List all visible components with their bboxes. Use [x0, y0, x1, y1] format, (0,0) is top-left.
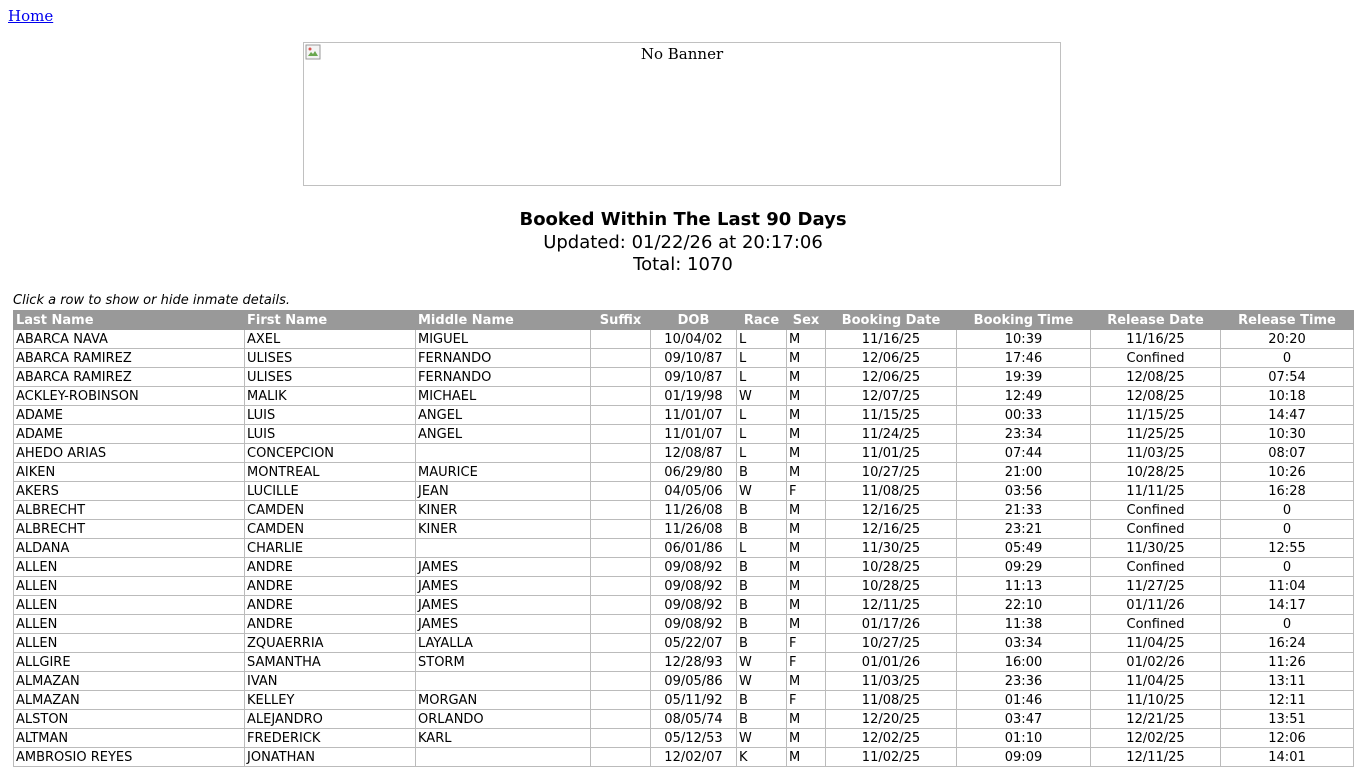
- cell-last-name: ALDANA: [14, 539, 245, 558]
- cell-suffix: [591, 482, 651, 501]
- cell-last-name: AHEDO ARIAS: [14, 444, 245, 463]
- cell-release-date: 11/25/25: [1091, 425, 1221, 444]
- cell-middle-name: ORLANDO: [416, 710, 591, 729]
- cell-booking-time: 09:09: [957, 748, 1091, 767]
- cell-middle-name: [416, 672, 591, 691]
- cell-race: W: [737, 729, 787, 748]
- cell-dob: 11/26/08: [651, 520, 737, 539]
- column-header-booking-time: Booking Time: [957, 311, 1091, 330]
- cell-suffix: [591, 520, 651, 539]
- cell-race: L: [737, 406, 787, 425]
- cell-release-time: 16:24: [1221, 634, 1354, 653]
- instruction-text: Click a row to show or hide inmate details.: [13, 293, 290, 308]
- cell-last-name: ALLEN: [14, 634, 245, 653]
- table-row[interactable]: [14, 634, 1354, 653]
- cell-last-name: ABARCA NAVA: [14, 330, 245, 349]
- cell-sex: M: [787, 368, 826, 387]
- cell-first-name: ULISES: [245, 368, 416, 387]
- cell-suffix: [591, 463, 651, 482]
- cell-last-name: ADAME: [14, 425, 245, 444]
- table-row[interactable]: [14, 710, 1354, 729]
- table-row[interactable]: [14, 406, 1354, 425]
- cell-booking-date: 10/28/25: [826, 558, 957, 577]
- cell-race: B: [737, 634, 787, 653]
- cell-release-time: 13:51: [1221, 710, 1354, 729]
- cell-suffix: [591, 425, 651, 444]
- cell-dob: 05/12/53: [651, 729, 737, 748]
- column-header-middle-name: Middle Name: [416, 311, 591, 330]
- cell-booking-time: 19:39: [957, 368, 1091, 387]
- cell-booking-time: 09:29: [957, 558, 1091, 577]
- cell-booking-date: 12/20/25: [826, 710, 957, 729]
- cell-dob: 11/26/08: [651, 501, 737, 520]
- cell-sex: M: [787, 444, 826, 463]
- cell-booking-date: 11/15/25: [826, 406, 957, 425]
- table-row[interactable]: [14, 539, 1354, 558]
- cell-race: W: [737, 653, 787, 672]
- cell-first-name: IVAN: [245, 672, 416, 691]
- cell-release-time: 14:47: [1221, 406, 1354, 425]
- home-link[interactable]: Home: [8, 7, 54, 25]
- table-row[interactable]: [14, 482, 1354, 501]
- cell-booking-date: 12/06/25: [826, 349, 957, 368]
- cell-release-date: 11/11/25: [1091, 482, 1221, 501]
- cell-suffix: [591, 672, 651, 691]
- table-row[interactable]: [14, 691, 1354, 710]
- cell-sex: F: [787, 634, 826, 653]
- table-header-row: [14, 311, 1354, 330]
- cell-booking-date: 11/16/25: [826, 330, 957, 349]
- cell-race: L: [737, 539, 787, 558]
- table-row[interactable]: [14, 349, 1354, 368]
- cell-last-name: ALBRECHT: [14, 501, 245, 520]
- cell-suffix: [591, 634, 651, 653]
- cell-booking-time: 07:44: [957, 444, 1091, 463]
- cell-release-time: 12:06: [1221, 729, 1354, 748]
- column-header-dob: DOB: [651, 311, 737, 330]
- cell-middle-name: JAMES: [416, 596, 591, 615]
- cell-dob: 09/05/86: [651, 672, 737, 691]
- cell-booking-date: 11/30/25: [826, 539, 957, 558]
- table-row[interactable]: [14, 387, 1354, 406]
- cell-booking-time: 12:49: [957, 387, 1091, 406]
- table-row[interactable]: [14, 444, 1354, 463]
- cell-first-name: ANDRE: [245, 558, 416, 577]
- cell-middle-name: JAMES: [416, 558, 591, 577]
- cell-release-date: 12/11/25: [1091, 748, 1221, 767]
- cell-sex: M: [787, 558, 826, 577]
- cell-race: L: [737, 368, 787, 387]
- cell-middle-name: JEAN: [416, 482, 591, 501]
- cell-suffix: [591, 330, 651, 349]
- cell-booking-date: 10/27/25: [826, 634, 957, 653]
- cell-dob: 11/01/07: [651, 425, 737, 444]
- cell-release-time: 20:20: [1221, 330, 1354, 349]
- cell-booking-date: 12/11/25: [826, 596, 957, 615]
- cell-dob: 09/08/92: [651, 558, 737, 577]
- cell-middle-name: [416, 444, 591, 463]
- cell-release-date: Confined: [1091, 349, 1221, 368]
- table-row[interactable]: [14, 463, 1354, 482]
- cell-first-name: CHARLIE: [245, 539, 416, 558]
- cell-suffix: [591, 406, 651, 425]
- updated-timestamp: Updated: 01/22/26 at 20:17:06: [543, 232, 823, 253]
- cell-sex: M: [787, 406, 826, 425]
- cell-middle-name: JAMES: [416, 577, 591, 596]
- cell-last-name: AKERS: [14, 482, 245, 501]
- cell-release-date: 11/27/25: [1091, 577, 1221, 596]
- cell-booking-time: 21:33: [957, 501, 1091, 520]
- cell-middle-name: ANGEL: [416, 425, 591, 444]
- cell-race: B: [737, 615, 787, 634]
- cell-dob: 09/08/92: [651, 596, 737, 615]
- cell-release-date: 12/08/25: [1091, 368, 1221, 387]
- table-row[interactable]: [14, 596, 1354, 615]
- cell-dob: 12/02/07: [651, 748, 737, 767]
- cell-booking-date: 11/03/25: [826, 672, 957, 691]
- cell-release-time: 10:26: [1221, 463, 1354, 482]
- cell-release-time: 08:07: [1221, 444, 1354, 463]
- cell-first-name: ANDRE: [245, 596, 416, 615]
- cell-race: B: [737, 596, 787, 615]
- cell-release-time: 12:55: [1221, 539, 1354, 558]
- column-header-booking-date: Booking Date: [826, 311, 957, 330]
- cell-last-name: ALSTON: [14, 710, 245, 729]
- cell-suffix: [591, 653, 651, 672]
- cell-suffix: [591, 729, 651, 748]
- cell-first-name: LUCILLE: [245, 482, 416, 501]
- cell-booking-time: 03:56: [957, 482, 1091, 501]
- cell-last-name: ALBRECHT: [14, 520, 245, 539]
- cell-release-date: 11/03/25: [1091, 444, 1221, 463]
- cell-first-name: KELLEY: [245, 691, 416, 710]
- cell-release-time: 0: [1221, 615, 1354, 634]
- cell-first-name: CAMDEN: [245, 501, 416, 520]
- cell-race: L: [737, 330, 787, 349]
- cell-first-name: LUIS: [245, 425, 416, 444]
- cell-sex: F: [787, 691, 826, 710]
- cell-first-name: ALEJANDRO: [245, 710, 416, 729]
- cell-booking-time: 10:39: [957, 330, 1091, 349]
- column-header-release-date: Release Date: [1091, 311, 1221, 330]
- cell-middle-name: MIGUEL: [416, 330, 591, 349]
- cell-dob: 05/22/07: [651, 634, 737, 653]
- banner-image: [303, 42, 1061, 186]
- cell-sex: M: [787, 577, 826, 596]
- cell-first-name: SAMANTHA: [245, 653, 416, 672]
- cell-release-time: 11:26: [1221, 653, 1354, 672]
- cell-middle-name: LAYALLA: [416, 634, 591, 653]
- cell-booking-time: 11:38: [957, 615, 1091, 634]
- cell-release-date: 11/16/25: [1091, 330, 1221, 349]
- cell-last-name: ALLGIRE: [14, 653, 245, 672]
- cell-middle-name: JAMES: [416, 615, 591, 634]
- cell-booking-date: 10/27/25: [826, 463, 957, 482]
- cell-booking-time: 21:00: [957, 463, 1091, 482]
- cell-first-name: ANDRE: [245, 615, 416, 634]
- cell-release-time: 16:28: [1221, 482, 1354, 501]
- cell-last-name: ALLEN: [14, 615, 245, 634]
- cell-suffix: [591, 444, 651, 463]
- cell-race: W: [737, 482, 787, 501]
- cell-last-name: AMBROSIO REYES: [14, 748, 245, 767]
- cell-first-name: MONTREAL: [245, 463, 416, 482]
- cell-release-date: 10/28/25: [1091, 463, 1221, 482]
- cell-booking-time: 00:33: [957, 406, 1091, 425]
- cell-race: B: [737, 577, 787, 596]
- cell-suffix: [591, 691, 651, 710]
- cell-booking-date: 01/01/26: [826, 653, 957, 672]
- table-body: [14, 330, 1354, 767]
- cell-dob: 05/11/92: [651, 691, 737, 710]
- cell-release-time: 0: [1221, 520, 1354, 539]
- column-header-sex: Sex: [787, 311, 826, 330]
- table-row[interactable]: [14, 558, 1354, 577]
- cell-last-name: ADAME: [14, 406, 245, 425]
- cell-last-name: ALLEN: [14, 558, 245, 577]
- cell-dob: 06/29/80: [651, 463, 737, 482]
- cell-sex: M: [787, 748, 826, 767]
- cell-last-name: ACKLEY-ROBINSON: [14, 387, 245, 406]
- cell-booking-date: 12/02/25: [826, 729, 957, 748]
- column-header-race: Race: [737, 311, 787, 330]
- column-header-release-time: Release Time: [1221, 311, 1354, 330]
- cell-booking-time: 17:46: [957, 349, 1091, 368]
- cell-race: B: [737, 558, 787, 577]
- cell-suffix: [591, 368, 651, 387]
- table-row[interactable]: [14, 653, 1354, 672]
- cell-sex: M: [787, 349, 826, 368]
- cell-race: B: [737, 520, 787, 539]
- cell-first-name: CONCEPCION: [245, 444, 416, 463]
- cell-release-date: Confined: [1091, 615, 1221, 634]
- cell-release-date: 11/04/25: [1091, 634, 1221, 653]
- table-row[interactable]: [14, 425, 1354, 444]
- cell-first-name: MALIK: [245, 387, 416, 406]
- cell-release-date: 01/11/26: [1091, 596, 1221, 615]
- table-row[interactable]: [14, 501, 1354, 520]
- table-row[interactable]: [14, 520, 1354, 539]
- cell-release-time: 14:17: [1221, 596, 1354, 615]
- cell-release-time: 10:30: [1221, 425, 1354, 444]
- cell-race: W: [737, 387, 787, 406]
- cell-booking-time: 03:34: [957, 634, 1091, 653]
- cell-booking-date: 11/24/25: [826, 425, 957, 444]
- page-title: Booked Within The Last 90 Days: [519, 209, 847, 230]
- cell-sex: M: [787, 672, 826, 691]
- cell-dob: 09/10/87: [651, 368, 737, 387]
- cell-booking-time: 23:34: [957, 425, 1091, 444]
- cell-race: B: [737, 463, 787, 482]
- cell-sex: M: [787, 539, 826, 558]
- cell-sex: F: [787, 653, 826, 672]
- cell-race: B: [737, 710, 787, 729]
- table-row[interactable]: [14, 672, 1354, 691]
- column-header-suffix: Suffix: [591, 311, 651, 330]
- cell-release-time: 07:54: [1221, 368, 1354, 387]
- cell-release-date: Confined: [1091, 558, 1221, 577]
- table-row[interactable]: [14, 748, 1354, 767]
- cell-suffix: [591, 710, 651, 729]
- table-row[interactable]: [14, 577, 1354, 596]
- cell-sex: M: [787, 520, 826, 539]
- cell-booking-time: 23:36: [957, 672, 1091, 691]
- cell-sex: M: [787, 615, 826, 634]
- cell-middle-name: FERNANDO: [416, 368, 591, 387]
- cell-race: L: [737, 349, 787, 368]
- cell-dob: 09/08/92: [651, 577, 737, 596]
- cell-booking-date: 12/16/25: [826, 501, 957, 520]
- cell-first-name: ULISES: [245, 349, 416, 368]
- cell-last-name: ALMAZAN: [14, 691, 245, 710]
- cell-booking-time: 16:00: [957, 653, 1091, 672]
- banner-alt-text: No Banner: [640, 45, 724, 63]
- cell-booking-time: 22:10: [957, 596, 1091, 615]
- cell-release-time: 0: [1221, 501, 1354, 520]
- cell-release-time: 12:11: [1221, 691, 1354, 710]
- total-count: Total: 1070: [633, 254, 733, 275]
- cell-middle-name: KARL: [416, 729, 591, 748]
- cell-middle-name: FERNANDO: [416, 349, 591, 368]
- cell-first-name: AXEL: [245, 330, 416, 349]
- cell-dob: 06/01/86: [651, 539, 737, 558]
- cell-suffix: [591, 748, 651, 767]
- cell-last-name: ALMAZAN: [14, 672, 245, 691]
- cell-suffix: [591, 539, 651, 558]
- cell-middle-name: STORM: [416, 653, 591, 672]
- cell-booking-date: 11/08/25: [826, 691, 957, 710]
- cell-suffix: [591, 558, 651, 577]
- cell-race: L: [737, 425, 787, 444]
- cell-release-time: 11:04: [1221, 577, 1354, 596]
- cell-race: L: [737, 444, 787, 463]
- cell-last-name: ABARCA RAMIREZ: [14, 349, 245, 368]
- cell-first-name: FREDERICK: [245, 729, 416, 748]
- cell-booking-time: 01:46: [957, 691, 1091, 710]
- cell-suffix: [591, 577, 651, 596]
- table-row[interactable]: [14, 729, 1354, 748]
- cell-release-date: Confined: [1091, 501, 1221, 520]
- cell-sex: M: [787, 387, 826, 406]
- cell-middle-name: [416, 539, 591, 558]
- cell-race: W: [737, 672, 787, 691]
- cell-last-name: ALLEN: [14, 577, 245, 596]
- table-row[interactable]: [14, 368, 1354, 387]
- cell-suffix: [591, 501, 651, 520]
- cell-dob: 01/19/98: [651, 387, 737, 406]
- cell-release-date: 01/02/26: [1091, 653, 1221, 672]
- cell-dob: 04/05/06: [651, 482, 737, 501]
- table-row[interactable]: [14, 330, 1354, 349]
- cell-release-date: 11/04/25: [1091, 672, 1221, 691]
- cell-release-time: 0: [1221, 558, 1354, 577]
- cell-first-name: LUIS: [245, 406, 416, 425]
- cell-release-time: 10:18: [1221, 387, 1354, 406]
- cell-booking-date: 11/02/25: [826, 748, 957, 767]
- cell-booking-date: 01/17/26: [826, 615, 957, 634]
- cell-release-time: 0: [1221, 349, 1354, 368]
- cell-dob: 12/08/87: [651, 444, 737, 463]
- cell-last-name: ABARCA RAMIREZ: [14, 368, 245, 387]
- cell-middle-name: KINER: [416, 520, 591, 539]
- cell-sex: M: [787, 425, 826, 444]
- cell-middle-name: ANGEL: [416, 406, 591, 425]
- report-header: [0, 208, 1366, 276]
- cell-last-name: AIKEN: [14, 463, 245, 482]
- cell-dob: 12/28/93: [651, 653, 737, 672]
- cell-booking-date: 12/06/25: [826, 368, 957, 387]
- cell-sex: M: [787, 596, 826, 615]
- cell-booking-date: 11/08/25: [826, 482, 957, 501]
- cell-booking-date: 11/01/25: [826, 444, 957, 463]
- cell-booking-time: 11:13: [957, 577, 1091, 596]
- cell-first-name: CAMDEN: [245, 520, 416, 539]
- cell-race: B: [737, 501, 787, 520]
- cell-sex: M: [787, 710, 826, 729]
- cell-sex: M: [787, 501, 826, 520]
- column-header-first-name: First Name: [245, 311, 416, 330]
- cell-dob: 10/04/02: [651, 330, 737, 349]
- cell-release-time: 14:01: [1221, 748, 1354, 767]
- cell-sex: M: [787, 729, 826, 748]
- cell-dob: 11/01/07: [651, 406, 737, 425]
- cell-middle-name: [416, 748, 591, 767]
- cell-first-name: ANDRE: [245, 577, 416, 596]
- cell-middle-name: MICHAEL: [416, 387, 591, 406]
- table-row[interactable]: [14, 615, 1354, 634]
- cell-release-date: 12/21/25: [1091, 710, 1221, 729]
- cell-suffix: [591, 615, 651, 634]
- cell-release-date: 11/30/25: [1091, 539, 1221, 558]
- cell-sex: M: [787, 463, 826, 482]
- cell-dob: 08/05/74: [651, 710, 737, 729]
- cell-dob: 09/08/92: [651, 615, 737, 634]
- cell-release-date: 12/02/25: [1091, 729, 1221, 748]
- cell-suffix: [591, 596, 651, 615]
- cell-dob: 09/10/87: [651, 349, 737, 368]
- cell-release-date: 11/10/25: [1091, 691, 1221, 710]
- cell-sex: F: [787, 482, 826, 501]
- cell-booking-date: 10/28/25: [826, 577, 957, 596]
- inmate-table: [13, 310, 1354, 767]
- cell-middle-name: MAURICE: [416, 463, 591, 482]
- cell-release-date: Confined: [1091, 520, 1221, 539]
- cell-first-name: JONATHAN: [245, 748, 416, 767]
- cell-suffix: [591, 387, 651, 406]
- cell-race: B: [737, 691, 787, 710]
- cell-booking-time: 03:47: [957, 710, 1091, 729]
- cell-sex: M: [787, 330, 826, 349]
- cell-release-date: 11/15/25: [1091, 406, 1221, 425]
- column-header-last-name: Last Name: [14, 311, 245, 330]
- cell-race: K: [737, 748, 787, 767]
- cell-suffix: [591, 349, 651, 368]
- cell-first-name: ZQUAERRIA: [245, 634, 416, 653]
- cell-release-time: 13:11: [1221, 672, 1354, 691]
- cell-middle-name: MORGAN: [416, 691, 591, 710]
- cell-release-date: 12/08/25: [1091, 387, 1221, 406]
- cell-booking-time: 01:10: [957, 729, 1091, 748]
- cell-middle-name: KINER: [416, 501, 591, 520]
- cell-booking-date: 12/16/25: [826, 520, 957, 539]
- cell-last-name: ALLEN: [14, 596, 245, 615]
- cell-booking-date: 12/07/25: [826, 387, 957, 406]
- cell-booking-time: 23:21: [957, 520, 1091, 539]
- cell-booking-time: 05:49: [957, 539, 1091, 558]
- cell-last-name: ALTMAN: [14, 729, 245, 748]
